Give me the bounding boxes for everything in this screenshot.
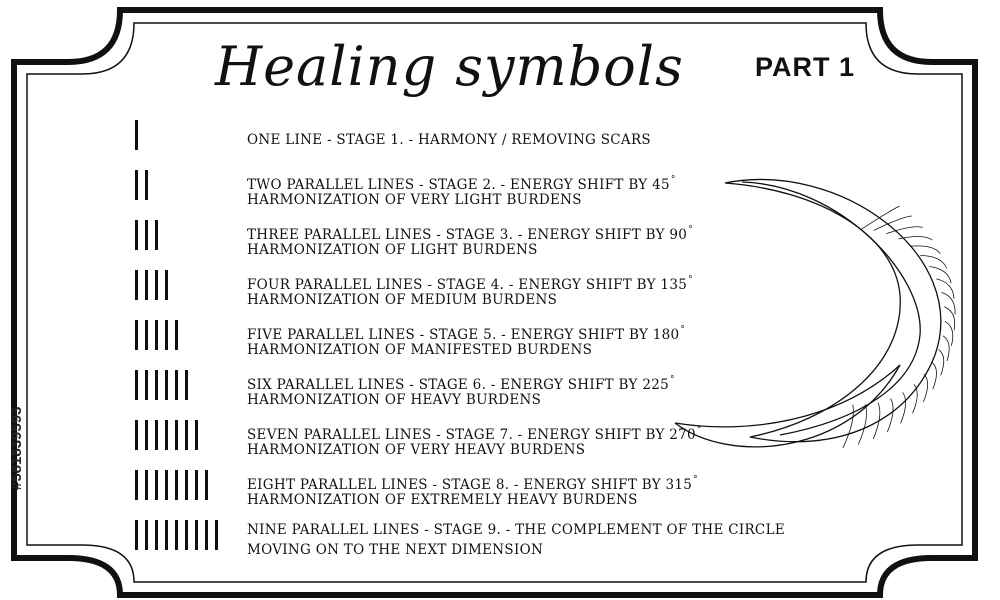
- line-bar: [195, 470, 198, 500]
- line-bar: [195, 420, 198, 450]
- stage-description: HARMONIZATION OF MEDIUM BURDENS: [247, 292, 558, 308]
- line-bar: [135, 220, 138, 250]
- line-bar: [185, 520, 188, 550]
- line-bar: [185, 420, 188, 450]
- degree-symbol: °: [688, 275, 693, 285]
- stage-title-text: NINE PARALLEL LINES - STAGE 9. - THE COMPLEMENT OF THE CIRCLE: [247, 522, 785, 538]
- stage-title-text: THREE PARALLEL LINES - STAGE 3. - ENERGY SHIFT BY 90: [247, 227, 688, 243]
- line-bar: [165, 420, 168, 450]
- line-bar: [165, 370, 168, 400]
- stage-title-text: EIGHT PARALLEL LINES - STAGE 8. - ENERGY SHIFT BY 315: [247, 477, 693, 493]
- stage-title: [247, 520, 785, 540]
- line-bar: [175, 370, 178, 400]
- degree-symbol: °: [688, 225, 693, 235]
- line-bar: [205, 470, 208, 500]
- watermark-id: #581839593: [8, 406, 25, 490]
- line-bar: [165, 520, 168, 550]
- line-bar: [145, 320, 148, 350]
- line-bar: [155, 370, 158, 400]
- line-bar: [145, 370, 148, 400]
- line-bar: [205, 520, 208, 550]
- line-bar: [145, 270, 148, 300]
- stage-title-text: ONE LINE - STAGE 1. - HARMONY / REMOVING SCARS: [247, 132, 651, 148]
- line-bar: [135, 320, 138, 350]
- degree-symbol: °: [670, 375, 675, 385]
- line-bar: [195, 520, 198, 550]
- stage-description: HARMONIZATION OF MANIFESTED BURDENS: [247, 342, 593, 358]
- part-label: PART 1: [755, 52, 856, 82]
- line-bar: [175, 320, 178, 350]
- stage-title-text: SIX PARALLEL LINES - STAGE 6. - ENERGY SHIFT BY 225: [247, 377, 670, 393]
- line-bar: [165, 270, 168, 300]
- line-bar: [135, 270, 138, 300]
- line-bar: [145, 220, 148, 250]
- line-bar: [135, 470, 138, 500]
- stage-description: HARMONIZATION OF VERY HEAVY BURDENS: [247, 442, 586, 458]
- line-bar: [175, 420, 178, 450]
- line-bar: [155, 270, 158, 300]
- stage-item: [247, 520, 785, 560]
- crescent-moon-feather-icon: [670, 165, 960, 465]
- degree-symbol: °: [696, 425, 702, 435]
- stage-title-text: FOUR PARALLEL LINES - STAGE 4. - ENERGY SHIFT BY 135: [247, 277, 688, 293]
- line-bar: [135, 120, 138, 150]
- line-bar: [135, 170, 138, 200]
- line-bar: [135, 420, 138, 450]
- stage-title: [247, 130, 767, 150]
- line-bar: [145, 520, 148, 550]
- line-bar: [155, 420, 158, 450]
- stage-title-text: SEVEN PARALLEL LINES - STAGE 7. - ENERGY SHIFT BY 270: [247, 427, 696, 443]
- stage-title: [247, 470, 767, 493]
- page-title: Healing symbols: [215, 35, 684, 98]
- line-bar: [175, 470, 178, 500]
- degree-symbol: °: [693, 475, 698, 485]
- line-bar: [155, 470, 158, 500]
- stage-item: [247, 470, 767, 510]
- stage-description: HARMONIZATION OF VERY LIGHT BURDENS: [247, 192, 582, 208]
- line-bar: [155, 320, 158, 350]
- stage-title-text: FIVE PARALLEL LINES - STAGE 5. - ENERGY SHIFT BY 180: [247, 327, 680, 343]
- line-bar: [135, 370, 138, 400]
- stage-description: HARMONIZATION OF LIGHT BURDENS: [247, 242, 538, 258]
- stage-description: MOVING ON TO THE NEXT DIMENSION: [247, 542, 544, 558]
- line-bar: [155, 520, 158, 550]
- stage-description: HARMONIZATION OF HEAVY BURDENS: [247, 392, 542, 408]
- line-bar: [145, 420, 148, 450]
- stage-item: [247, 130, 767, 150]
- degree-symbol: °: [670, 175, 676, 185]
- line-bar: [145, 170, 148, 200]
- degree-symbol: °: [680, 325, 686, 335]
- line-bar: [175, 520, 178, 550]
- line-bar: [165, 470, 168, 500]
- stage-title-text: TWO PARALLEL LINES - STAGE 2. - ENERGY SHIFT BY 45: [247, 177, 670, 193]
- line-bar: [185, 370, 188, 400]
- line-bar: [135, 520, 138, 550]
- stage-description: HARMONIZATION OF EXTREMELY HEAVY BURDENS: [247, 492, 638, 508]
- line-bar: [215, 520, 218, 550]
- line-bar: [185, 470, 188, 500]
- line-bar: [145, 470, 148, 500]
- line-bar: [165, 320, 168, 350]
- line-bar: [155, 220, 158, 250]
